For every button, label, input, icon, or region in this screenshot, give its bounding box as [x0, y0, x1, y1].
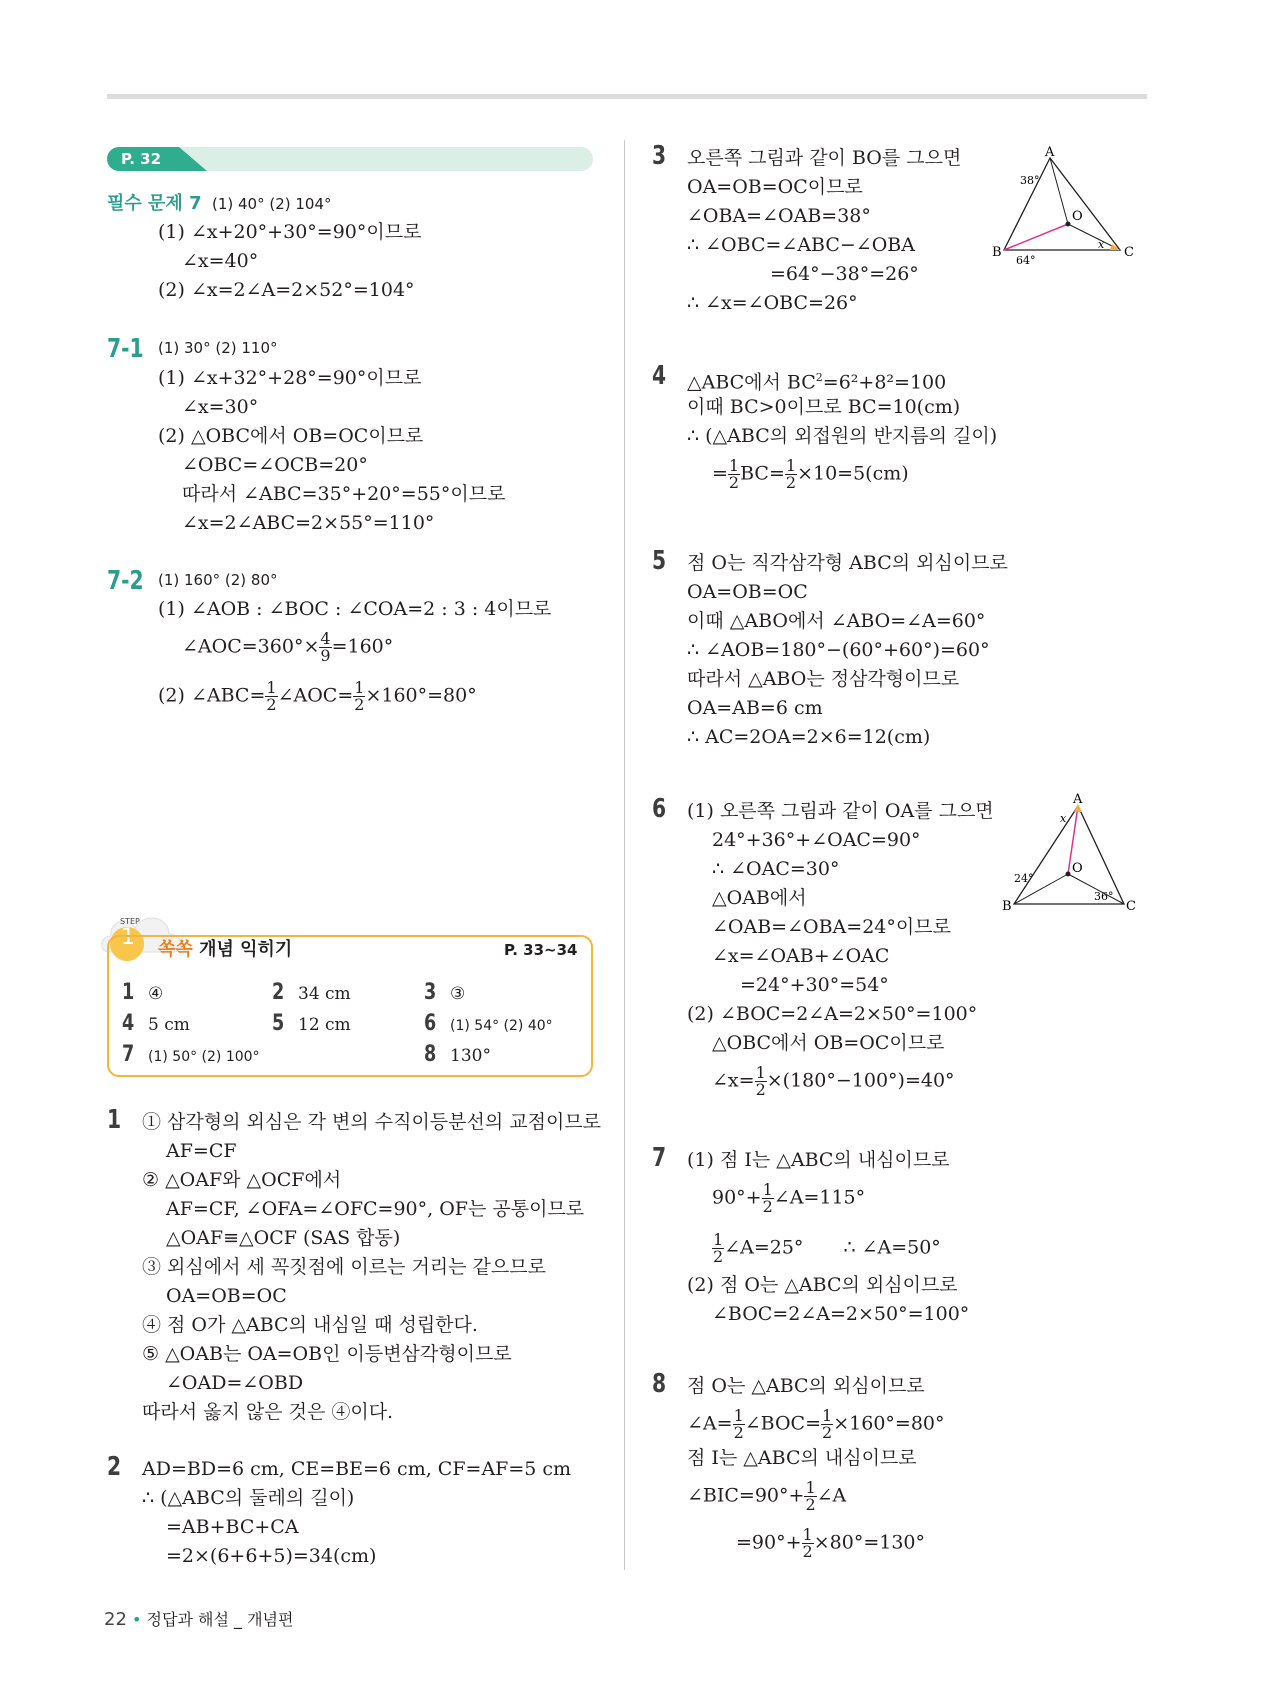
s4-line-2: 이때 BC>0이므로 BC=10(cm)	[687, 396, 961, 418]
s6-line-7: =24°+30°=54°	[740, 974, 889, 996]
s5-line-4: ∴ ∠AOB=180°−(60°+60°)=60°	[687, 639, 990, 661]
frac-num: 4	[320, 629, 331, 648]
problem-7-answer: (1) 40° (2) 104°	[212, 195, 332, 213]
qa-num: 1	[122, 980, 135, 1005]
fraction-1-2d	[785, 458, 797, 491]
fig6-B: B	[1002, 899, 1012, 914]
s2-line-2: ∴ (△ABC의 둘레의 길이)	[142, 1487, 355, 1509]
p72-l2a: ∠AOC=360°×	[182, 635, 320, 658]
frac-num: 1	[354, 678, 365, 697]
column-divider	[624, 140, 625, 1570]
qa-num: 5	[272, 1011, 285, 1036]
s8-l5a: =90°+	[736, 1531, 802, 1554]
s8-line-3: 점 I는 △ABC의 내심이므로	[687, 1447, 917, 1469]
s4-l4c: ×10=5(cm)	[797, 462, 909, 485]
s8-line-1: 점 O는 △ABC의 외심이므로	[687, 1375, 925, 1397]
s2-line-3: =AB+BC+CA	[166, 1516, 299, 1538]
quick-answer-4	[122, 1012, 190, 1037]
s4-sup: 2	[815, 371, 823, 384]
s7-line-5: ∠BOC=2∠A=2×50°=100°	[712, 1303, 970, 1325]
s4-l4b: BC=	[740, 462, 785, 485]
qa-num: 8	[424, 1042, 437, 1067]
qa-val: ④	[148, 984, 164, 1004]
p71-line-3: (2) △OBC에서 OB=OC이므로	[158, 425, 424, 447]
triangle-figure-6	[1000, 792, 1140, 917]
p7-line-2: ∠x=40°	[182, 250, 259, 272]
qa-val: ③	[450, 984, 466, 1004]
s1-line-11: 따라서 옳지 않은 것은 ④이다.	[142, 1401, 394, 1423]
problem-7-1-answer: (1) 30° (2) 110°	[158, 339, 278, 357]
solution-6-number: 6	[652, 794, 667, 824]
page-footer	[104, 1608, 293, 1632]
s7-l3b: ∴ ∠A=50°	[843, 1236, 941, 1259]
triangle-figure-3	[990, 146, 1140, 266]
frac-den: 2	[713, 1247, 724, 1266]
problem-7-1-number: 7-1	[107, 334, 144, 364]
qa-val: 5 cm	[148, 1015, 190, 1035]
problem-7-2-answer: (1) 160° (2) 80°	[158, 571, 278, 589]
s5-line-3: 이때 △ABO에서 ∠ABO=∠A=60°	[687, 610, 986, 632]
p72-l3c: ×160°=80°	[365, 684, 477, 707]
s6-line-8: (2) ∠BOC=2∠A=2×50°=100°	[687, 1003, 978, 1025]
problem-7-2-number: 7-2	[107, 566, 144, 596]
s4-l1b: =6²+8²=100	[822, 371, 947, 394]
fig3-x: x	[1098, 238, 1105, 251]
p71-line-6: ∠x=2∠ABC=2×55°=110°	[182, 512, 435, 534]
s3-line-1: 오른쪽 그림과 같이 BO를 그으면	[687, 147, 962, 169]
qa-num: 6	[424, 1011, 437, 1036]
frac-num: 1	[822, 1406, 833, 1425]
solution-1-number: 1	[107, 1105, 122, 1135]
s7-l2a: 90°+	[712, 1186, 762, 1209]
s4-l1a: △ABC에서 BC	[687, 371, 816, 394]
quick-answer-3	[424, 981, 465, 1006]
fig3-B: B	[992, 245, 1002, 260]
s7-l3a: ∠A=25°	[724, 1236, 804, 1259]
solution-3-number: 3	[652, 141, 667, 171]
qa-val: (1) 50° (2) 100°	[148, 1049, 260, 1065]
p72-line-3	[158, 680, 477, 713]
fig3-angle-64: 64°	[1016, 254, 1036, 266]
s1-line-9: ⑤ △OAB는 OA=OB인 이등변삼각형이므로	[142, 1343, 512, 1365]
fraction-1-2h	[733, 1408, 745, 1441]
p72-line-1: (1) ∠AOB : ∠BOC : ∠COA=2 : 3 : 4이므로	[158, 598, 552, 620]
p72-l3a: (2) ∠ABC=	[158, 684, 266, 707]
page-tab-label: P. 32	[121, 150, 162, 168]
s8-line-2	[687, 1408, 945, 1441]
qa-val: 130°	[450, 1046, 491, 1066]
quick-answer-8	[424, 1043, 491, 1068]
s3-line-6: ∴ ∠x=∠OBC=26°	[687, 292, 858, 314]
step-title-accent: 쏙쏙	[158, 939, 193, 960]
solution-8-number: 8	[652, 1369, 667, 1399]
qa-num: 4	[122, 1011, 135, 1036]
p72-line-2	[182, 631, 393, 664]
p72-l3b: ∠AOC=	[277, 684, 354, 707]
s7-l2b: ∠A=115°	[773, 1186, 866, 1209]
quick-answer-7	[122, 1043, 260, 1069]
frac-den: 2	[728, 473, 740, 492]
s3-line-2: OA=OB=OC이므로	[687, 176, 863, 198]
fraction-1-2g	[712, 1232, 724, 1265]
footer-bullet-icon: •	[132, 1610, 142, 1629]
quick-answer-6	[424, 1012, 553, 1038]
frac-den: 9	[320, 646, 331, 665]
s3-line-4: ∴ ∠OBC=∠ABC−∠OBA	[687, 234, 915, 256]
s5-line-2: OA=OB=OC	[687, 581, 808, 603]
fig3-C: C	[1124, 245, 1134, 260]
frac-den: 2	[805, 1495, 816, 1514]
footer-text: 정답과 해설 _ 개념편	[146, 1610, 294, 1629]
fraction-1-2f	[762, 1182, 774, 1215]
fraction-1-2e	[755, 1065, 767, 1098]
s6-line-2: 24°+36°+∠OAC=90°	[712, 829, 921, 851]
frac-num: 1	[805, 1478, 816, 1497]
page-number: 22	[104, 1609, 127, 1630]
s1-line-3: ② △OAF와 △OCF에서	[142, 1169, 342, 1191]
frac-den: 2	[802, 1542, 813, 1561]
s5-line-7: ∴ AC=2OA=2×6=12(cm)	[687, 726, 931, 748]
s6-line-3: ∴ ∠OAC=30°	[712, 858, 840, 880]
s6-l10b: ×(180°−100°)=40°	[766, 1069, 955, 1092]
frac-num: 1	[762, 1180, 773, 1199]
fig6-C: C	[1126, 899, 1136, 914]
fig3-A: A	[1045, 146, 1055, 160]
fig6-x: x	[1060, 812, 1067, 825]
fraction-1-2j	[804, 1480, 816, 1513]
s5-line-1: 점 O는 직각삼각형 ABC의 외심이므로	[687, 552, 1008, 574]
s1-line-6: ③ 외심에서 세 꼭짓점에 이르는 거리는 같으므로	[142, 1256, 546, 1278]
fig6-A: A	[1073, 792, 1083, 807]
solution-2-number: 2	[107, 1452, 122, 1482]
s7-line-4: (2) 점 O는 △ABC의 외심이므로	[687, 1274, 958, 1296]
solution-7-number: 7	[652, 1143, 667, 1173]
p7-line-1: (1) ∠x+20°+30°=90°이므로	[158, 221, 422, 243]
s1-line-5: △OAF≡△OCF (SAS 합동)	[166, 1227, 401, 1249]
s4-line-4	[712, 458, 909, 491]
s6-line-4: △OAB에서	[712, 887, 807, 909]
s1-line-8: ④ 점 O가 △ABC의 내심일 때 성립한다.	[142, 1314, 478, 1336]
frac-den: 2	[266, 695, 277, 714]
fig6-angle-36: 36°	[1094, 890, 1114, 903]
frac-num: 1	[733, 1406, 744, 1425]
s1-line-1: ① 삼각형의 외심은 각 변의 수직이등분선의 교점이므로	[142, 1111, 602, 1133]
step-badge-label: STEP	[120, 917, 140, 926]
frac-den: 2	[822, 1423, 833, 1442]
fig6-O: O	[1072, 861, 1083, 876]
frac-num: 1	[713, 1230, 724, 1249]
s8-l4a: ∠BIC=90°+	[687, 1484, 805, 1507]
s4-line-1	[687, 366, 946, 394]
qa-val: 12 cm	[298, 1015, 351, 1035]
s1-line-7: OA=OB=OC	[166, 1285, 287, 1307]
s1-line-4: AF=CF, ∠OFA=∠OFC=90°, OF는 공통이므로	[166, 1198, 585, 1220]
s6-line-1: (1) 오른쪽 그림과 같이 OA를 그으면	[687, 800, 994, 822]
solution-5-number: 5	[652, 546, 667, 576]
step-title	[158, 938, 292, 962]
s6-line-5: ∠OAB=∠OBA=24°이므로	[712, 916, 951, 938]
s2-line-4: =2×(6+6+5)=34(cm)	[166, 1545, 377, 1567]
quick-answer-2	[272, 981, 351, 1006]
frac-den: 2	[733, 1423, 744, 1442]
p71-line-5: 따라서 ∠ABC=35°+20°=55°이므로	[182, 483, 506, 505]
s8-l2a: ∠A=	[687, 1412, 733, 1435]
s7-line-1: (1) 점 I는 △ABC의 내심이므로	[687, 1149, 950, 1171]
p71-line-1: (1) ∠x+32°+28°=90°이므로	[158, 367, 422, 389]
s8-line-5	[736, 1527, 925, 1560]
problem-7-head: 필수 문제 7	[107, 193, 202, 214]
s8-l2c: ×160°=80°	[833, 1412, 945, 1435]
frac-num: 1	[755, 1063, 766, 1082]
frac-num: 1	[728, 456, 740, 475]
fig3-angle-38: 38°	[1020, 174, 1040, 187]
s5-line-6: OA=AB=6 cm	[687, 697, 823, 719]
quick-answer-5	[272, 1012, 351, 1037]
s2-line-1: AD=BD=6 cm, CE=BE=6 cm, CF=AF=5 cm	[142, 1458, 572, 1480]
p71-line-2: ∠x=30°	[182, 396, 259, 418]
frac-den: 2	[785, 473, 797, 492]
frac-num: 1	[785, 456, 797, 475]
s7-line-2	[712, 1182, 865, 1215]
s7-line-3	[712, 1232, 941, 1265]
p71-line-4: ∠OBC=∠OCB=20°	[182, 454, 368, 476]
qa-val: (1) 54° (2) 40°	[450, 1018, 553, 1034]
fraction-1-2k	[802, 1527, 814, 1560]
s3-line-5: =64°−38°=26°	[770, 263, 919, 285]
p72-l2b: =160°	[331, 635, 394, 658]
qa-num: 3	[424, 980, 437, 1005]
fraction-1-2i	[821, 1408, 833, 1441]
step-badge-number: 1	[121, 925, 135, 950]
qa-val: 34 cm	[298, 984, 351, 1004]
s3-line-3: ∠OBA=∠OAB=38°	[687, 205, 871, 227]
qa-num: 2	[272, 980, 285, 1005]
fraction-4-9	[319, 631, 331, 664]
frac-den: 2	[354, 695, 365, 714]
step-pages: P. 33~34	[504, 941, 578, 959]
fraction-1-2c	[728, 458, 740, 491]
s8-l2b: ∠BOC=	[744, 1412, 822, 1435]
s4-line-3: ∴ (△ABC의 외접원의 반지름의 길이)	[687, 425, 998, 447]
top-rule	[107, 94, 1147, 99]
quick-answer-1	[122, 981, 163, 1006]
fraction-1-2	[265, 680, 277, 713]
frac-num: 1	[266, 678, 277, 697]
s6-line-9: △OBC에서 OB=OC이므로	[712, 1032, 945, 1054]
s6-l10a: ∠x=	[712, 1069, 755, 1092]
page-tab	[107, 147, 593, 171]
solution-4-number: 4	[652, 361, 667, 391]
s6-line-10	[712, 1065, 955, 1098]
frac-den: 2	[762, 1197, 773, 1216]
s5-line-5: 따라서 △ABO는 정삼각형이므로	[687, 668, 960, 690]
s1-line-2: AF=CF	[166, 1140, 237, 1162]
fig6-angle-24: 24°	[1014, 872, 1034, 885]
s8-line-4	[687, 1480, 846, 1513]
frac-den: 2	[755, 1080, 766, 1099]
frac-num: 1	[802, 1525, 813, 1544]
step-title-text: 개념 익히기	[199, 939, 293, 960]
p7-line-3: (2) ∠x=2∠A=2×52°=104°	[158, 279, 415, 301]
s4-l4a: =	[712, 462, 728, 485]
fig3-O: O	[1072, 209, 1083, 224]
s8-l5b: ×80°=130°	[813, 1531, 926, 1554]
s8-l4b: ∠A	[816, 1484, 847, 1507]
qa-num: 7	[122, 1042, 135, 1067]
s1-line-10: ∠OAD=∠OBD	[166, 1372, 304, 1394]
fraction-1-2b	[353, 680, 365, 713]
s6-line-6: ∠x=∠OAB+∠OAC	[712, 945, 890, 967]
